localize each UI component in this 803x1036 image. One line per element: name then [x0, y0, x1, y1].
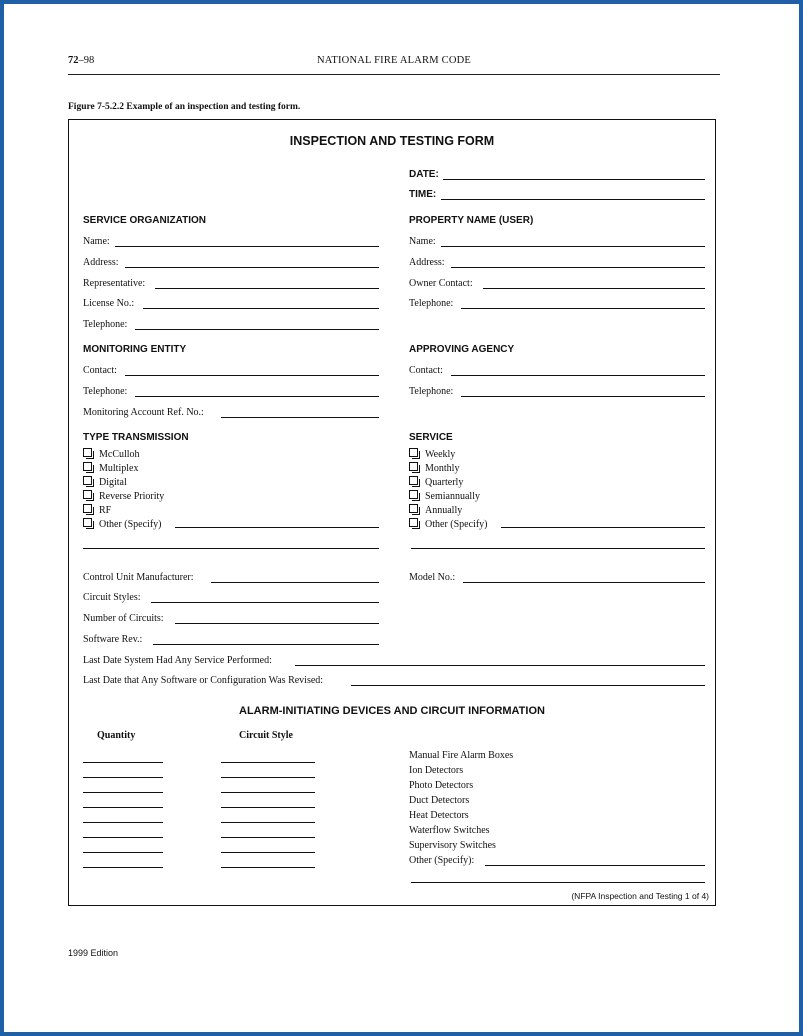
device-other-specify: Other (Specify):	[409, 855, 475, 866]
checkbox-icon[interactable]	[409, 476, 418, 485]
property-owner-contact-field[interactable]	[483, 288, 705, 289]
control-unit-field[interactable]	[211, 582, 379, 583]
service-org-telephone-label: Telephone:	[83, 319, 128, 330]
transmission-other-field-2[interactable]	[83, 548, 379, 549]
monitoring-heading: MONITORING ENTITY	[83, 344, 187, 355]
number-of-circuits-label: Number of Circuits:	[83, 613, 164, 624]
device-ion-detectors: Ion Detectors	[409, 765, 464, 776]
service-org-representative-label: Representative:	[83, 278, 146, 289]
checkbox-icon[interactable]	[83, 476, 92, 485]
service-org-license-field[interactable]	[143, 308, 379, 309]
number-of-circuits-field[interactable]	[175, 623, 379, 624]
quantity-field[interactable]	[83, 822, 163, 823]
service-org-representative-field[interactable]	[155, 288, 379, 289]
service-option-monthly[interactable]: Monthly	[409, 462, 459, 475]
quantity-field[interactable]	[83, 837, 163, 838]
checkbox-icon[interactable]	[409, 490, 418, 499]
quantity-field[interactable]	[83, 867, 163, 868]
device-duct-detectors: Duct Detectors	[409, 795, 470, 806]
software-rev-label: Software Rev.:	[83, 634, 143, 645]
last-software-field[interactable]	[351, 685, 705, 686]
last-service-label: Last Date System Had Any Service Performed:	[83, 655, 272, 666]
device-manual-fire-alarm-boxes: Manual Fire Alarm Boxes	[409, 750, 514, 761]
service-option-weekly[interactable]: Weekly	[409, 448, 455, 461]
property-address-field[interactable]	[451, 267, 705, 268]
checkbox-icon[interactable]	[409, 518, 418, 527]
property-heading: PROPERTY NAME (USER)	[409, 215, 534, 226]
device-supervisory-switches: Supervisory Switches	[409, 840, 496, 851]
transmission-option-other[interactable]: Other (Specify)	[83, 518, 161, 531]
approving-telephone-label: Telephone:	[409, 386, 454, 397]
quantity-field[interactable]	[83, 762, 163, 763]
device-other-field[interactable]	[485, 865, 705, 866]
figure-caption: Figure 7-5.2.2 Example of an inspection and testing form.	[68, 102, 301, 112]
time-label: TIME:	[409, 189, 437, 200]
approving-heading: APPROVING AGENCY	[409, 344, 515, 355]
devices-heading: ALARM-INITIATING DEVICES AND CIRCUIT INFORMATION	[239, 705, 545, 717]
service-org-name-field[interactable]	[115, 246, 379, 247]
monitoring-contact-label: Contact:	[83, 365, 117, 376]
circuit-style-field[interactable]	[221, 837, 315, 838]
quantity-header: Quantity	[97, 730, 136, 741]
date-field[interactable]	[443, 179, 705, 180]
property-name-field[interactable]	[441, 246, 705, 247]
approving-contact-field[interactable]	[451, 375, 705, 376]
last-service-field[interactable]	[295, 665, 705, 666]
property-telephone-field[interactable]	[461, 308, 705, 309]
circuit-style-field[interactable]	[221, 867, 315, 868]
form-title: INSPECTION AND TESTING FORM	[289, 134, 495, 148]
service-org-telephone-field[interactable]	[135, 329, 379, 330]
checkbox-icon[interactable]	[409, 504, 418, 513]
property-telephone-label: Telephone:	[409, 298, 454, 309]
quantity-field[interactable]	[83, 777, 163, 778]
device-other-field-2[interactable]	[411, 882, 705, 883]
service-option-annually[interactable]: Annually	[409, 504, 462, 517]
service-org-address-label: Address:	[83, 257, 119, 268]
control-unit-label: Control Unit Manufacturer:	[83, 572, 194, 583]
model-no-label: Model No.:	[409, 572, 456, 583]
monitoring-account-field[interactable]	[221, 417, 379, 418]
document-page	[4, 4, 799, 1032]
circuit-style-field[interactable]	[221, 807, 315, 808]
service-other-field[interactable]	[501, 527, 705, 528]
last-software-label: Last Date that Any Software or Configuration Was Revised:	[83, 675, 324, 686]
header-title: NATIONAL FIRE ALARM CODE	[316, 55, 472, 66]
checkbox-icon[interactable]	[83, 504, 92, 513]
property-owner-contact-label: Owner Contact:	[409, 278, 473, 289]
inspection-form	[68, 119, 716, 906]
quantity-field[interactable]	[83, 852, 163, 853]
page-number: 72–98	[68, 55, 95, 66]
service-option-semiannually[interactable]: Semiannually	[409, 490, 480, 503]
circuit-style-field[interactable]	[221, 777, 315, 778]
monitoring-contact-field[interactable]	[125, 375, 379, 376]
software-rev-field[interactable]	[153, 644, 379, 645]
device-photo-detectors: Photo Detectors	[409, 780, 474, 791]
circuit-style-field[interactable]	[221, 852, 315, 853]
service-org-heading: SERVICE ORGANIZATION	[83, 215, 206, 226]
service-heading: SERVICE	[409, 432, 453, 443]
service-org-name-label: Name:	[83, 236, 110, 247]
circuit-style-field[interactable]	[221, 762, 315, 763]
transmission-heading: TYPE TRANSMISSION	[83, 432, 189, 443]
date-label: DATE:	[409, 169, 439, 180]
transmission-option-reverse-priority[interactable]: Reverse Priority	[83, 490, 164, 503]
quantity-field[interactable]	[83, 792, 163, 793]
service-org-address-field[interactable]	[125, 267, 379, 268]
property-name-label: Name:	[409, 236, 436, 247]
transmission-option-digital[interactable]: Digital	[83, 476, 127, 489]
circuit-styles-field[interactable]	[151, 602, 379, 603]
service-other-field-2[interactable]	[411, 548, 705, 549]
monitoring-account-label: Monitoring Account Ref. No.:	[83, 407, 204, 418]
approving-contact-label: Contact:	[409, 365, 443, 376]
running-header	[68, 54, 720, 75]
circuit-style-field[interactable]	[221, 822, 315, 823]
circuit-styles-label: Circuit Styles:	[83, 592, 141, 603]
circuit-style-header: Circuit Style	[239, 730, 293, 741]
transmission-other-field[interactable]	[175, 527, 379, 528]
service-org-license-label: License No.:	[83, 298, 135, 309]
quantity-field[interactable]	[83, 807, 163, 808]
edition-label: 1999 Edition	[68, 948, 119, 958]
checkbox-icon[interactable]	[83, 518, 92, 527]
model-no-field[interactable]	[463, 582, 705, 583]
transmission-option-multiplex[interactable]: Multiplex	[83, 462, 138, 475]
device-heat-detectors: Heat Detectors	[409, 810, 469, 821]
transmission-option-rf[interactable]: RF	[83, 504, 111, 517]
service-option-quarterly[interactable]: Quarterly	[409, 476, 463, 489]
checkbox-icon[interactable]	[83, 490, 92, 499]
monitoring-telephone-label: Telephone:	[83, 386, 128, 397]
checkbox-icon[interactable]	[83, 448, 92, 457]
transmission-option-mcculloh[interactable]: McCulloh	[83, 448, 140, 461]
approving-telephone-field[interactable]	[461, 396, 705, 397]
checkbox-icon[interactable]	[409, 462, 418, 471]
form-footer-note: (NFPA Inspection and Testing 1 of 4)	[571, 891, 709, 901]
checkbox-icon[interactable]	[83, 462, 92, 471]
circuit-style-field[interactable]	[221, 792, 315, 793]
service-option-other[interactable]: Other (Specify)	[409, 518, 487, 531]
monitoring-telephone-field[interactable]	[135, 396, 379, 397]
property-address-label: Address:	[409, 257, 445, 268]
checkbox-icon[interactable]	[409, 448, 418, 457]
time-field[interactable]	[441, 199, 705, 200]
device-waterflow-switches: Waterflow Switches	[409, 825, 490, 836]
